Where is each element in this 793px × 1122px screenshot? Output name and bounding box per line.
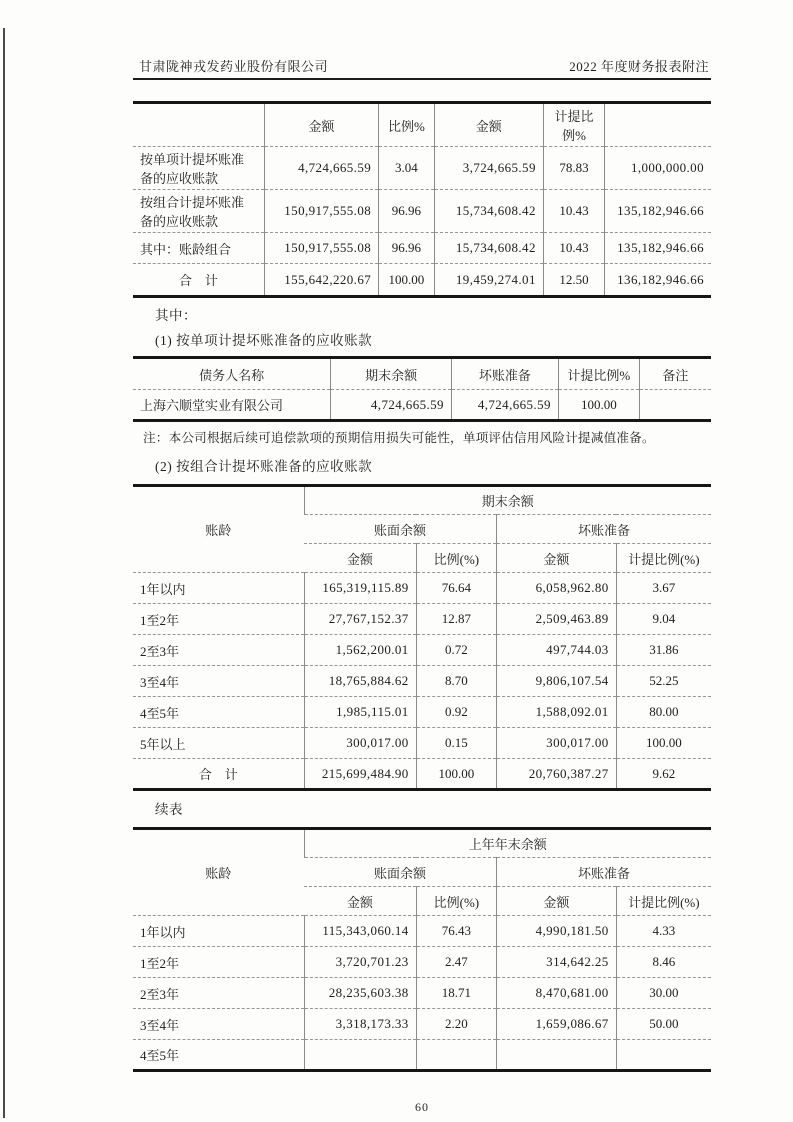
amount-cell: 9,806,107.54 — [497, 666, 617, 697]
ratio-cell: 2.20 — [416, 1009, 496, 1040]
ratio-cell: 4.33 — [616, 916, 711, 947]
header-cell: 备注 — [639, 358, 711, 390]
aging-header-row1 — [133, 486, 711, 515]
row-label: 按单项计提坏账准备的应收账款 — [133, 147, 264, 190]
summary-header-cell — [133, 103, 264, 147]
table-row — [133, 666, 711, 697]
header-cell: 债务人名称 — [133, 358, 331, 390]
amount-cell: 3,318,173.33 — [304, 1009, 416, 1040]
ratio-cell: 2.47 — [416, 947, 496, 978]
sub-header-cell: 比例(%) — [416, 887, 496, 916]
ratio-cell: 12.50 — [543, 264, 604, 297]
aging-label: 3至4年 — [133, 666, 304, 697]
period-header: 上年年末余额 — [304, 829, 711, 858]
qizhong-label: 其中： — [155, 308, 197, 323]
aging-column-header: 账龄 — [133, 486, 304, 573]
amount-cell: 6,058,962.80 — [497, 573, 617, 604]
amount-cell: 19,459,274.01 — [434, 264, 543, 297]
sub-header-cell: 比例(%) — [416, 544, 496, 573]
ratio-cell: 9.62 — [616, 759, 711, 790]
sub-header-cell: 金额 — [497, 544, 617, 573]
row-label: 合 计 — [133, 264, 264, 297]
note-text: 注：本公司根据后续可追偿款项的预期信用损失可能性，单项评估信用风险计提减值准备。 — [143, 431, 655, 445]
summary-header-cell: 比例% — [379, 103, 434, 147]
summary-header-cell: 金额 — [434, 103, 543, 147]
amount-cell: 135,182,946.66 — [605, 233, 711, 264]
page-number: 60 — [415, 1100, 429, 1114]
ratio-cell: 8.46 — [616, 947, 711, 978]
amount-cell: 300,017.00 — [497, 728, 617, 759]
ratio-cell — [416, 1040, 496, 1071]
amount-cell: 1,659,086.67 — [497, 1009, 617, 1040]
amount-cell: 20,760,387.27 — [497, 759, 617, 790]
table-row — [133, 978, 711, 1009]
ratio-cell: 100.00 — [616, 728, 711, 759]
amount-cell: 15,734,608.42 — [434, 190, 543, 233]
total-row — [133, 759, 711, 790]
aging-label: 1年以内 — [133, 916, 304, 947]
table-row — [133, 190, 711, 233]
sub-header-cell: 计提比例(%) — [616, 887, 711, 916]
amount-cell: 3,724,665.59 — [434, 147, 543, 190]
amount-cell: 1,562,200.01 — [304, 635, 416, 666]
ratio-cell: 100.00 — [558, 390, 639, 421]
amount-cell: 135,182,946.66 — [605, 190, 711, 233]
book-balance-header: 账面余额 — [304, 858, 496, 887]
amount-cell: 300,017.00 — [304, 728, 416, 759]
amount-cell: 4,724,665.59 — [451, 390, 558, 421]
summary-header-cell — [605, 103, 711, 147]
page-content — [133, 0, 711, 1115]
amount-cell: 1,985,115.01 — [304, 697, 416, 728]
aging-column-header: 账龄 — [133, 829, 304, 916]
aging-label: 2至3年 — [133, 635, 304, 666]
amount-cell: 28,235,603.38 — [304, 978, 416, 1009]
header-cell: 坏账准备 — [451, 358, 558, 390]
amount-cell: 4,990,181.50 — [497, 916, 617, 947]
amount-cell: 150,917,555.08 — [264, 190, 378, 233]
amount-cell: 155,642,220.67 — [264, 264, 378, 297]
ratio-cell: 9.04 — [616, 604, 711, 635]
aging-table-prior — [133, 827, 711, 1072]
table-row — [133, 573, 711, 604]
sub-header-cell: 金额 — [497, 887, 617, 916]
aging-label: 4至5年 — [133, 697, 304, 728]
sub-header-cell: 计提比例(%) — [616, 544, 711, 573]
bad-debt-header: 坏账准备 — [497, 515, 711, 544]
amount-cell: 27,767,152.37 — [304, 604, 416, 635]
remark-cell — [639, 390, 711, 421]
header-cell: 期末余额 — [331, 358, 452, 390]
aging-label: 1至2年 — [133, 604, 304, 635]
scan-edge-artifact — [3, 28, 5, 1118]
amount-cell: 314,642.25 — [497, 947, 617, 978]
table-row — [133, 728, 711, 759]
bad-debt-header: 坏账准备 — [497, 858, 711, 887]
table-row — [133, 697, 711, 728]
amount-cell: 165,319,115.89 — [304, 573, 416, 604]
table-row — [133, 947, 711, 978]
ratio-cell: 100.00 — [416, 759, 496, 790]
item2-title: (2) 按组合计提坏账准备的应收账款 — [155, 459, 373, 474]
ratio-cell: 78.83 — [543, 147, 604, 190]
single-item-header-row — [133, 358, 711, 390]
row-label: 按组合计提坏账准备的应收账款 — [133, 190, 264, 233]
table-row — [133, 147, 711, 190]
amount-cell: 4,724,665.59 — [264, 147, 378, 190]
amount-cell: 3,720,701.23 — [304, 947, 416, 978]
ratio-cell: 0.92 — [416, 697, 496, 728]
table-row — [133, 390, 711, 421]
amount-cell: 497,744.03 — [497, 635, 617, 666]
amount-cell — [497, 1040, 617, 1071]
amount-cell: 136,182,946.66 — [605, 264, 711, 297]
ratio-cell: 0.72 — [416, 635, 496, 666]
aging-table-current — [133, 484, 711, 791]
ratio-cell: 3.67 — [616, 573, 711, 604]
summary-table — [133, 101, 711, 298]
summary-header-cell: 计提比例% — [543, 103, 604, 147]
ratio-cell: 18.71 — [416, 978, 496, 1009]
ratio-cell: 76.64 — [416, 573, 496, 604]
ratio-cell: 10.43 — [543, 190, 604, 233]
table-row — [133, 604, 711, 635]
ratio-cell: 10.43 — [543, 233, 604, 264]
amount-cell: 1,000,000.00 — [605, 147, 711, 190]
ratio-cell: 0.15 — [416, 728, 496, 759]
single-item-table — [133, 356, 711, 422]
amount-cell: 15,734,608.42 — [434, 233, 543, 264]
ratio-cell: 3.04 — [379, 147, 434, 190]
table-row — [133, 916, 711, 947]
ratio-cell — [616, 1040, 711, 1071]
doc-title: 2022 年度财务报表附注 — [569, 59, 709, 74]
amount-cell: 215,699,484.90 — [304, 759, 416, 790]
ratio-cell: 8.70 — [416, 666, 496, 697]
table-row — [133, 1009, 711, 1040]
sub-header-cell: 金额 — [304, 887, 416, 916]
ratio-cell: 31.86 — [616, 635, 711, 666]
item1-title: (1) 按单项计提坏账准备的应收账款 — [155, 333, 373, 348]
table-row — [133, 635, 711, 666]
aging-label: 2至3年 — [133, 978, 304, 1009]
aging-label: 5年以上 — [133, 728, 304, 759]
aging-label: 3至4年 — [133, 1009, 304, 1040]
table-row — [133, 1040, 711, 1071]
aging-header-row1 — [133, 829, 711, 858]
amount-cell: 115,343,060.14 — [304, 916, 416, 947]
amount-cell: 4,724,665.59 — [331, 390, 452, 421]
aging-label: 4至5年 — [133, 1040, 304, 1071]
aging-label: 1年以内 — [133, 573, 304, 604]
ratio-cell: 30.00 — [616, 978, 711, 1009]
summary-header-row — [133, 103, 711, 147]
page-header — [133, 56, 711, 80]
amount-cell: 2,509,463.89 — [497, 604, 617, 635]
period-header: 期末余额 — [304, 486, 711, 515]
ratio-cell: 100.00 — [379, 264, 434, 297]
ratio-cell: 50.00 — [616, 1009, 711, 1040]
ratio-cell: 96.96 — [379, 233, 434, 264]
aging-label: 1至2年 — [133, 947, 304, 978]
sub-header-cell: 金额 — [304, 544, 416, 573]
debtor-name: 上海六顺堂实业有限公司 — [133, 390, 331, 421]
amount-cell: 150,917,555.08 — [264, 233, 378, 264]
ratio-cell: 52.25 — [616, 666, 711, 697]
continuation-label: 续表 — [155, 802, 183, 817]
ratio-cell: 12.87 — [416, 604, 496, 635]
table-row — [133, 233, 711, 264]
amount-cell: 18,765,884.62 — [304, 666, 416, 697]
ratio-cell: 80.00 — [616, 697, 711, 728]
header-cell: 计提比例% — [558, 358, 639, 390]
aging-label: 合 计 — [133, 759, 304, 790]
total-row — [133, 264, 711, 297]
amount-cell: 1,588,092.01 — [497, 697, 617, 728]
amount-cell — [304, 1040, 416, 1071]
ratio-cell: 96.96 — [379, 190, 434, 233]
summary-header-cell: 金额 — [264, 103, 378, 147]
ratio-cell: 76.43 — [416, 916, 496, 947]
book-balance-header: 账面余额 — [304, 515, 496, 544]
company-name: 甘肃陇神戎发药业股份有限公司 — [139, 59, 329, 74]
row-label: 其中：账龄组合 — [133, 233, 264, 264]
amount-cell: 8,470,681.00 — [497, 978, 617, 1009]
